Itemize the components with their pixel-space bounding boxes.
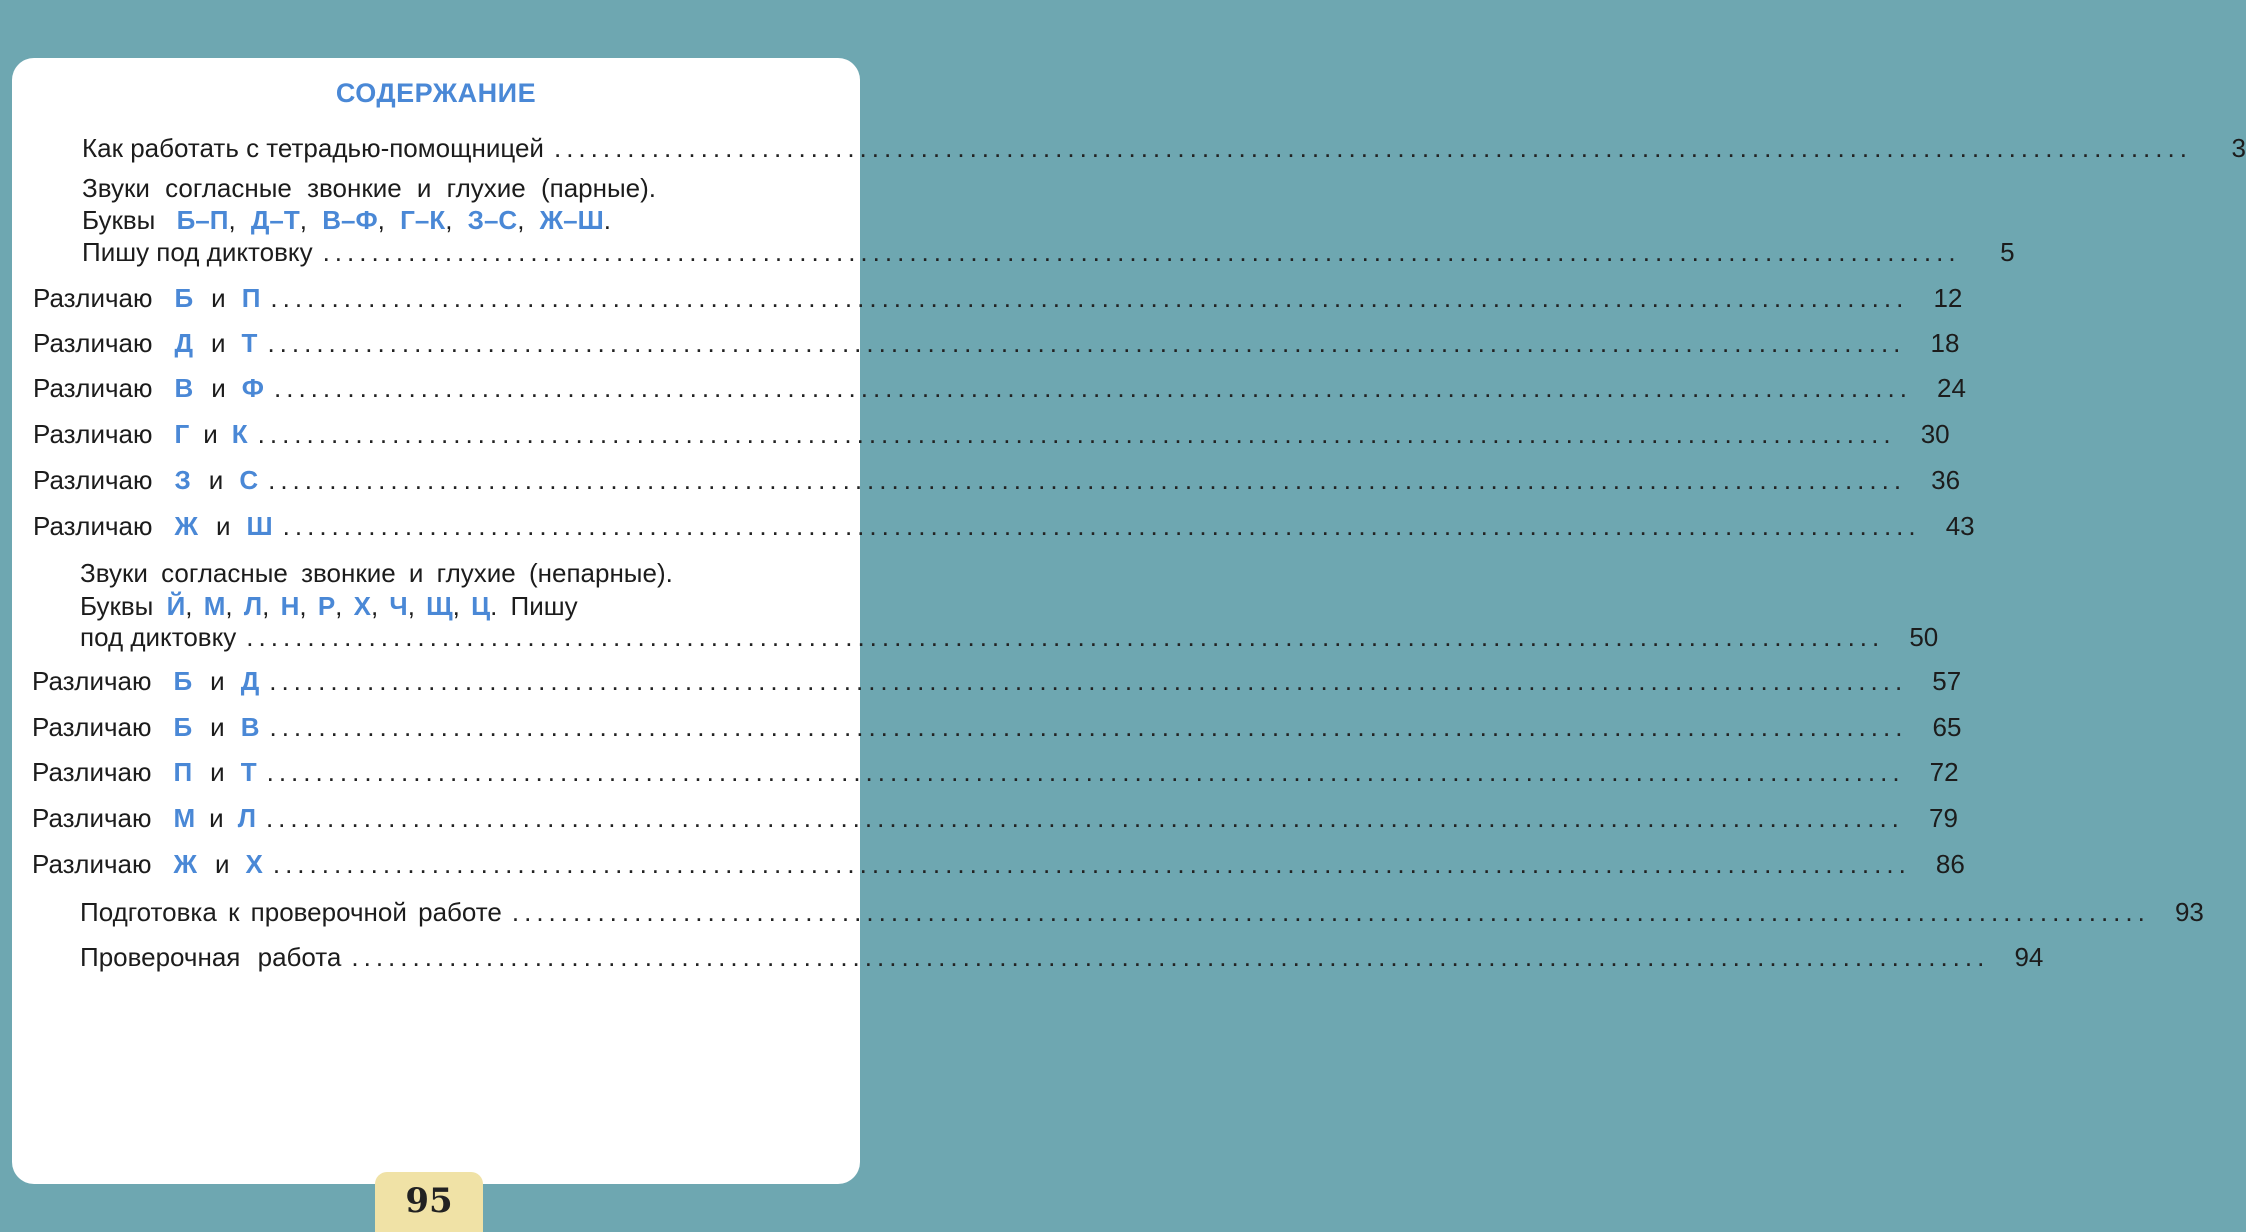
letters-prefix: Буквы <box>80 591 154 621</box>
letters-suffix: Пишу <box>510 591 578 621</box>
toc-entry-text: Подготовка к проверочной работе <box>80 897 502 927</box>
letter: В <box>174 373 194 403</box>
letter-pair: Г–К <box>400 205 446 235</box>
letter: Т <box>240 757 257 787</box>
letter: П <box>241 283 261 313</box>
letter: Б <box>173 712 193 742</box>
conjunction: и <box>210 757 225 787</box>
letter: Ж <box>173 849 197 879</box>
letter: Ш <box>246 511 273 541</box>
letter-pair: Б–П <box>176 205 229 235</box>
conjunction: и <box>211 283 226 313</box>
letter: Л <box>243 591 263 621</box>
toc-entry-line: Звуки согласные звонкие и глухие (парные). <box>82 173 657 203</box>
letter: С <box>239 465 259 495</box>
toc-page-number: 94 <box>2014 942 2044 972</box>
toc-entry-word: Различаю <box>33 283 153 313</box>
letter-pair: Д–Т <box>250 205 300 235</box>
toc-entry <box>33 419 1950 450</box>
toc-entry-word: Различаю <box>33 465 153 495</box>
toc-entry-word: Различаю <box>33 419 153 449</box>
toc-page-number: 5 <box>2000 237 2015 267</box>
letter: З <box>174 465 191 495</box>
toc-page-number: 72 <box>1929 757 1959 787</box>
toc-page-number: 43 <box>1945 511 1975 541</box>
toc-entry-word: Различаю <box>32 803 152 833</box>
toc-entry-line: Звуки согласные звонкие и глухие (непарные). <box>80 558 673 588</box>
page-title: СОДЕРЖАНИЕ <box>335 78 537 108</box>
toc-page-number: 24 <box>1937 373 1966 403</box>
toc-entry-line: Буквы Й, М, Л, Н, Р, Х, Ч, Щ, Ц. Пишу <box>80 591 578 621</box>
letter: Й <box>166 591 186 621</box>
dot-leader: ...................................................................................................................................... <box>274 373 1912 403</box>
dot-leader: ...................................................................................................................................... <box>267 328 1906 358</box>
letter: М <box>173 803 196 833</box>
toc-entry-word: Различаю <box>32 757 152 787</box>
letter: К <box>231 419 248 449</box>
toc-page-number: 57 <box>1932 666 1962 696</box>
toc-entry <box>32 803 1958 834</box>
dot-leader: ...................................................................................................................................... <box>257 419 1896 449</box>
letters-prefix: Буквы <box>82 205 156 235</box>
toc-entry <box>80 622 1939 653</box>
toc-entry-word: Различаю <box>33 373 153 403</box>
toc-entry <box>33 373 1966 404</box>
conjunction: и <box>209 803 224 833</box>
letter-pair: Ж–Ш <box>539 205 604 235</box>
letter: Х <box>353 591 371 621</box>
toc-entry <box>80 897 2204 928</box>
letter: Н <box>280 591 300 621</box>
conjunction: и <box>211 373 226 403</box>
toc-entry-word: Различаю <box>32 712 152 742</box>
dot-leader: ...................................................................................................................................... <box>272 849 1911 879</box>
toc-page-number: 12 <box>1933 283 1963 313</box>
conjunction: и <box>210 712 225 742</box>
letter: Р <box>317 591 336 621</box>
conjunction: и <box>208 465 224 495</box>
toc-entry <box>32 712 1962 743</box>
toc-entry <box>32 666 1962 697</box>
letter: Ц <box>471 591 491 621</box>
conjunction: и <box>211 328 226 358</box>
letter: Б <box>174 283 194 313</box>
dot-leader: ...................................................................................................................................... <box>265 803 1904 833</box>
toc-entry <box>33 465 1961 496</box>
toc-page-number: 18 <box>1930 328 1960 358</box>
letter: Л <box>237 803 256 833</box>
dot-leader: ...................................................................................................................................... <box>511 897 2150 927</box>
toc-entry <box>32 849 1965 880</box>
toc-page-number: 86 <box>1935 849 1965 879</box>
dot-leader: ...................................................................................................................................... <box>268 465 1907 495</box>
toc-entry <box>82 133 2246 164</box>
toc-page-number: 3 <box>2231 133 2246 163</box>
toc-entry-text: Пишу под диктовку <box>82 237 313 267</box>
toc-page-number: 36 <box>1931 465 1961 495</box>
toc-page-number: 79 <box>1928 803 1958 833</box>
letter: Ж <box>174 511 198 541</box>
toc-entry-text: Проверочная работа <box>80 942 342 972</box>
toc-entry-word: Различаю <box>32 849 152 879</box>
letter-pair: З–С <box>467 205 518 235</box>
letter: Ч <box>389 591 408 621</box>
letter: Б <box>173 666 193 696</box>
conjunction: и <box>203 419 218 449</box>
toc-entry <box>80 942 2044 973</box>
dot-leader: ...................................................................................................................................... <box>553 133 2192 163</box>
letter: Д <box>240 666 260 696</box>
letter-pair: В–Ф <box>322 205 378 235</box>
toc-entry-word: Различаю <box>32 666 152 696</box>
toc-entry <box>33 511 1975 542</box>
dot-leader: ...................................................................................................................................... <box>269 712 1908 742</box>
dot-leader: ...................................................................................................................................... <box>269 666 1908 696</box>
dot-leader: ...................................................................................................................................... <box>246 622 1885 652</box>
letter: В <box>240 712 260 742</box>
toc-entry-word: Различаю <box>33 328 153 358</box>
toc-entry <box>33 328 1960 359</box>
toc-page-number: 50 <box>1909 622 1939 652</box>
toc-entry-word: Различаю <box>33 511 153 541</box>
page-number-tab: 95 <box>375 1172 483 1232</box>
toc-entry-text: Как работать с тетрадью-помощницей <box>82 133 544 163</box>
dot-leader: ...................................................................................................................................... <box>266 757 1905 787</box>
toc-entry <box>33 283 1963 314</box>
letter: Г <box>174 419 190 449</box>
dot-leader: ...................................................................................................................................... <box>282 511 1921 541</box>
letter: Т <box>241 328 258 358</box>
toc-entry <box>32 757 1959 788</box>
conjunction: и <box>214 849 230 879</box>
dot-leader: ...................................................................................................................................... <box>351 942 1990 972</box>
toc-page-number: 65 <box>1932 712 1962 742</box>
letter: Щ <box>426 591 453 621</box>
toc-entry-line: Буквы Б–П, Д–Т, В–Ф, Г–К, З–С, Ж–Ш. <box>82 205 611 235</box>
toc-page-number: 30 <box>1920 419 1950 449</box>
dot-leader: ...................................................................................................................................... <box>270 283 1909 313</box>
toc-page-number: 93 <box>2174 897 2204 927</box>
letter: Ф <box>241 373 264 403</box>
letter: П <box>173 757 193 787</box>
toc-entry-text: под диктовку <box>80 622 237 652</box>
dot-leader: ...................................................................................................................................... <box>322 237 1961 267</box>
letter: Д <box>174 328 194 358</box>
conjunction: и <box>215 511 231 541</box>
letter: Х <box>245 849 263 879</box>
toc-entry <box>82 237 2015 268</box>
letter: М <box>203 591 226 621</box>
conjunction: и <box>210 666 225 696</box>
